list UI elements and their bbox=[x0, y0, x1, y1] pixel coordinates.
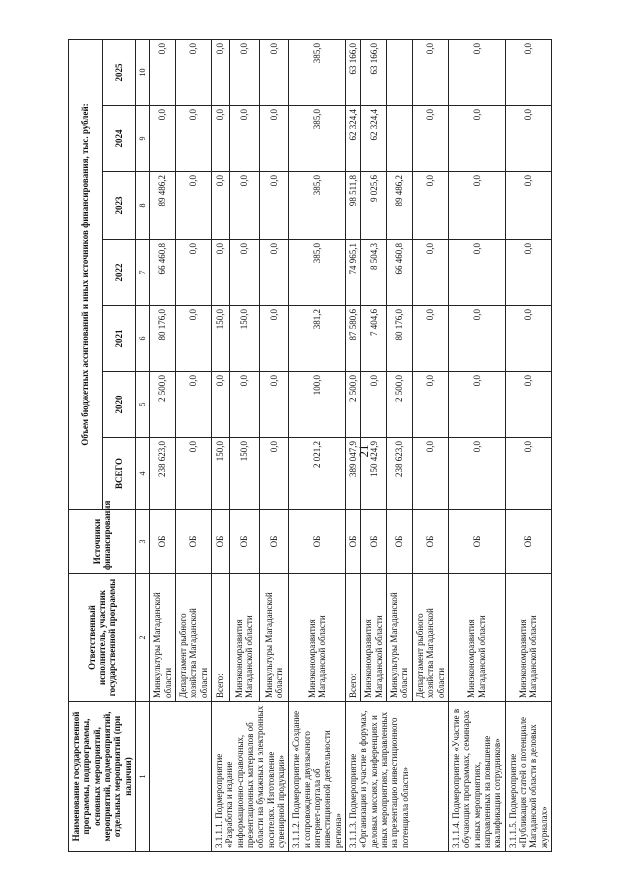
year-value-cell: 100,0 bbox=[289, 372, 346, 438]
year-value-cell: 0,0 bbox=[229, 372, 259, 438]
year-value-cell: 80 176,0 bbox=[150, 306, 176, 372]
source-cell: ОБ bbox=[211, 510, 229, 574]
year-value-cell: 89 486,2 bbox=[150, 172, 176, 240]
year-value-cell: 150,0 bbox=[229, 306, 259, 372]
year-value-cell: 2 500,0 bbox=[387, 372, 413, 438]
header-col-name: Наименование государственной программы, подпрограммы, основных мероприятий, мероприятий, подмероприятий, отдельных мероприятий (при наличии) bbox=[69, 702, 136, 852]
total-cell: 0,0 bbox=[448, 438, 505, 510]
year-value-cell: 0,0 bbox=[229, 39, 259, 105]
year-value-cell: 385,0 bbox=[289, 106, 346, 172]
source-cell: ОБ bbox=[387, 510, 413, 574]
header-year: 2021 bbox=[102, 306, 136, 372]
total-cell: 150,0 bbox=[229, 438, 259, 510]
executor-cell: Минкультуры Магаданской области bbox=[387, 574, 413, 702]
table-row bbox=[505, 39, 551, 851]
source-cell: ОБ bbox=[259, 510, 289, 574]
activity-name-cell: 3.1.1.4. Подмероприятие «Участие в обучающих программах, семинарах и иных мероприятиях, направленных на повышение квалификации сотрудников» bbox=[448, 702, 505, 852]
year-value-cell: 0,0 bbox=[505, 106, 551, 172]
year-value-cell: 63 166,0 bbox=[361, 39, 387, 105]
year-value-cell: 0,0 bbox=[259, 106, 289, 172]
year-value-cell: 89 486,2 bbox=[387, 172, 413, 240]
year-value-cell: 0,0 bbox=[211, 372, 229, 438]
column-index: 10 bbox=[136, 39, 150, 105]
year-value-cell: 62 324,4 bbox=[361, 106, 387, 172]
header-year: 2023 bbox=[102, 172, 136, 240]
source-cell: ОБ bbox=[175, 510, 211, 574]
source-cell: ОБ bbox=[150, 510, 176, 574]
year-value-cell: 0,0 bbox=[361, 372, 387, 438]
year-value-cell: 63 166,0 bbox=[346, 39, 361, 105]
year-value-cell: 62 324,4 bbox=[346, 106, 361, 172]
year-value-cell: 385,0 bbox=[289, 240, 346, 306]
executor-cell: Департамент рыбного хозяйства Магаданской области bbox=[412, 574, 448, 702]
year-value-cell: 0,0 bbox=[211, 106, 229, 172]
year-value-cell: 0,0 bbox=[150, 39, 176, 105]
table-row bbox=[448, 39, 505, 851]
total-cell: 150,0 bbox=[211, 438, 229, 510]
page-number: 21 bbox=[356, 444, 371, 458]
source-cell: ОБ bbox=[346, 510, 361, 574]
column-index: 8 bbox=[136, 172, 150, 240]
year-value-cell: 0,0 bbox=[150, 106, 176, 172]
table-row bbox=[289, 39, 346, 851]
year-value-cell: 0,0 bbox=[175, 372, 211, 438]
column-index: 3 bbox=[136, 510, 150, 574]
source-cell: ОБ bbox=[229, 510, 259, 574]
year-value-cell: 2 500,0 bbox=[150, 372, 176, 438]
year-value-cell: 0,0 bbox=[259, 39, 289, 105]
source-cell: ОБ bbox=[448, 510, 505, 574]
year-value-cell: 0,0 bbox=[229, 240, 259, 306]
year-value-cell: 0,0 bbox=[412, 106, 448, 172]
year-value-cell: 7 404,6 bbox=[361, 306, 387, 372]
table-row bbox=[211, 39, 229, 851]
table-body bbox=[150, 39, 552, 851]
year-value-cell: 0,0 bbox=[211, 39, 229, 105]
year-value-cell: 385,0 bbox=[289, 172, 346, 240]
header-col-executor: Ответственный исполнитель, участник государственной программы bbox=[69, 574, 136, 702]
year-value-cell: 0,0 bbox=[229, 172, 259, 240]
year-value-cell: 66 460,8 bbox=[387, 240, 413, 306]
year-value-cell: 87 580,6 bbox=[346, 306, 361, 372]
column-index: 1 bbox=[136, 702, 150, 852]
year-value-cell: 0,0 bbox=[412, 240, 448, 306]
year-value-cell bbox=[387, 39, 413, 105]
year-value-cell: 9 025,6 bbox=[361, 172, 387, 240]
year-value-cell: 385,0 bbox=[289, 39, 346, 105]
activity-name-cell: 3.1.1.2. Подмероприятие «Создание и сопровождение двуязычного интернет-портала об инвестиционной деятельности региона» bbox=[289, 702, 346, 852]
activity-name-cell bbox=[150, 702, 212, 852]
year-value-cell: 66 460,8 bbox=[150, 240, 176, 306]
total-cell: 0,0 bbox=[505, 438, 551, 510]
year-value-cell bbox=[387, 106, 413, 172]
year-value-cell: 0,0 bbox=[505, 372, 551, 438]
year-value-cell: 2 500,0 bbox=[346, 372, 361, 438]
year-value-cell: 0,0 bbox=[412, 372, 448, 438]
year-value-cell: 150,0 bbox=[211, 306, 229, 372]
year-value-cell: 0,0 bbox=[259, 306, 289, 372]
executor-cell: Минэкономразвития Магаданской области bbox=[448, 574, 505, 702]
year-value-cell: 0,0 bbox=[412, 306, 448, 372]
year-value-cell: 0,0 bbox=[259, 172, 289, 240]
column-index-row bbox=[136, 39, 150, 851]
executor-cell: Минэкономразвития Магаданской области bbox=[289, 574, 346, 702]
header-year: 2020 bbox=[102, 372, 136, 438]
source-cell: ОБ bbox=[505, 510, 551, 574]
year-value-cell: 0,0 bbox=[448, 240, 505, 306]
year-value-cell: 0,0 bbox=[448, 372, 505, 438]
year-value-cell: 0,0 bbox=[448, 106, 505, 172]
year-value-cell: 0,0 bbox=[175, 106, 211, 172]
budget-table bbox=[68, 39, 552, 852]
table-row bbox=[346, 39, 361, 851]
executor-cell: Минкультуры Магаданской области bbox=[259, 574, 289, 702]
column-index: 7 bbox=[136, 240, 150, 306]
executor-cell: Минэкономразвития Магаданской области bbox=[229, 574, 259, 702]
activity-name-cell: 3.1.1.5. Подмероприятие «Публикация статей о потенциале Магаданской области в деловых журналах» bbox=[505, 702, 551, 852]
year-value-cell: 0,0 bbox=[175, 240, 211, 306]
year-value-cell: 0,0 bbox=[412, 39, 448, 105]
table-row bbox=[150, 39, 176, 851]
total-cell: 0,0 bbox=[412, 438, 448, 510]
year-value-cell: 0,0 bbox=[175, 306, 211, 372]
year-value-cell: 0,0 bbox=[175, 39, 211, 105]
source-cell: ОБ bbox=[361, 510, 387, 574]
year-value-cell: 0,0 bbox=[259, 240, 289, 306]
year-value-cell: 74 965,1 bbox=[346, 240, 361, 306]
total-cell: 150 424,9 bbox=[361, 438, 387, 510]
year-value-cell: 0,0 bbox=[505, 39, 551, 105]
year-value-cell: 381,2 bbox=[289, 306, 346, 372]
year-value-cell: 0,0 bbox=[259, 372, 289, 438]
header-funding: Объем бюджетных ассигнований и иных источников финансирования, тыс. рублей: bbox=[69, 39, 103, 509]
year-value-cell: 0,0 bbox=[412, 172, 448, 240]
column-index: 5 bbox=[136, 372, 150, 438]
column-index: 9 bbox=[136, 106, 150, 172]
total-cell: 0,0 bbox=[175, 438, 211, 510]
total-cell: 0,0 bbox=[259, 438, 289, 510]
year-value-cell: 0,0 bbox=[505, 306, 551, 372]
column-index: 6 bbox=[136, 306, 150, 372]
header-total: ВСЕГО bbox=[102, 438, 136, 510]
total-cell: 238 623,0 bbox=[387, 438, 413, 510]
column-index: 2 bbox=[136, 574, 150, 702]
source-cell: ОБ bbox=[412, 510, 448, 574]
executor-cell: Всего: bbox=[346, 574, 361, 702]
year-value-cell: 0,0 bbox=[211, 172, 229, 240]
executor-cell: Минэкономразвития Магаданской области bbox=[361, 574, 387, 702]
year-value-cell: 80 176,0 bbox=[387, 306, 413, 372]
source-cell: ОБ bbox=[289, 510, 346, 574]
column-index: 4 bbox=[136, 438, 150, 510]
executor-cell: Минэкономразвития Магаданской области bbox=[505, 574, 551, 702]
year-value-cell: 0,0 bbox=[505, 240, 551, 306]
year-value-cell: 0,0 bbox=[448, 39, 505, 105]
year-value-cell: 8 504,3 bbox=[361, 240, 387, 306]
total-cell: 2 021,2 bbox=[289, 438, 346, 510]
executor-cell: Всего: bbox=[211, 574, 229, 702]
total-cell: 238 623,0 bbox=[150, 438, 176, 510]
year-value-cell: 0,0 bbox=[505, 172, 551, 240]
year-value-cell: 0,0 bbox=[229, 106, 259, 172]
header-year: 2024 bbox=[102, 106, 136, 172]
header-col-source: Источники финансирования bbox=[69, 510, 136, 574]
total-cell: 389 047,9 bbox=[346, 438, 361, 510]
activity-name-cell: 3.1.1.3. Подмероприятие «Организация и участие в форумах, деловых миссиях, конференциях и иных мероприятиях, направленных на презентацию инвестиционного потенциала области» bbox=[346, 702, 449, 852]
year-value-cell: 98 511,8 bbox=[346, 172, 361, 240]
executor-cell: Минкультуры Магаданской области bbox=[150, 574, 176, 702]
year-value-cell: 0,0 bbox=[211, 240, 229, 306]
executor-cell: Департамент рыбного хозяйства Магаданской области bbox=[175, 574, 211, 702]
activity-name-cell: 3.1.1.1. Подмероприятие «Разработка и издание информационно-справочных, презентационных материалов об области на бумажных и электронных носителях. Изготовление сувенирной продукции» bbox=[211, 702, 288, 852]
year-value-cell: 0,0 bbox=[448, 306, 505, 372]
year-value-cell: 0,0 bbox=[448, 172, 505, 240]
year-value-cell: 0,0 bbox=[175, 172, 211, 240]
header-year: 2022 bbox=[102, 240, 136, 306]
budget-table-sheet bbox=[68, 40, 606, 852]
header-year: 2025 bbox=[102, 39, 136, 105]
